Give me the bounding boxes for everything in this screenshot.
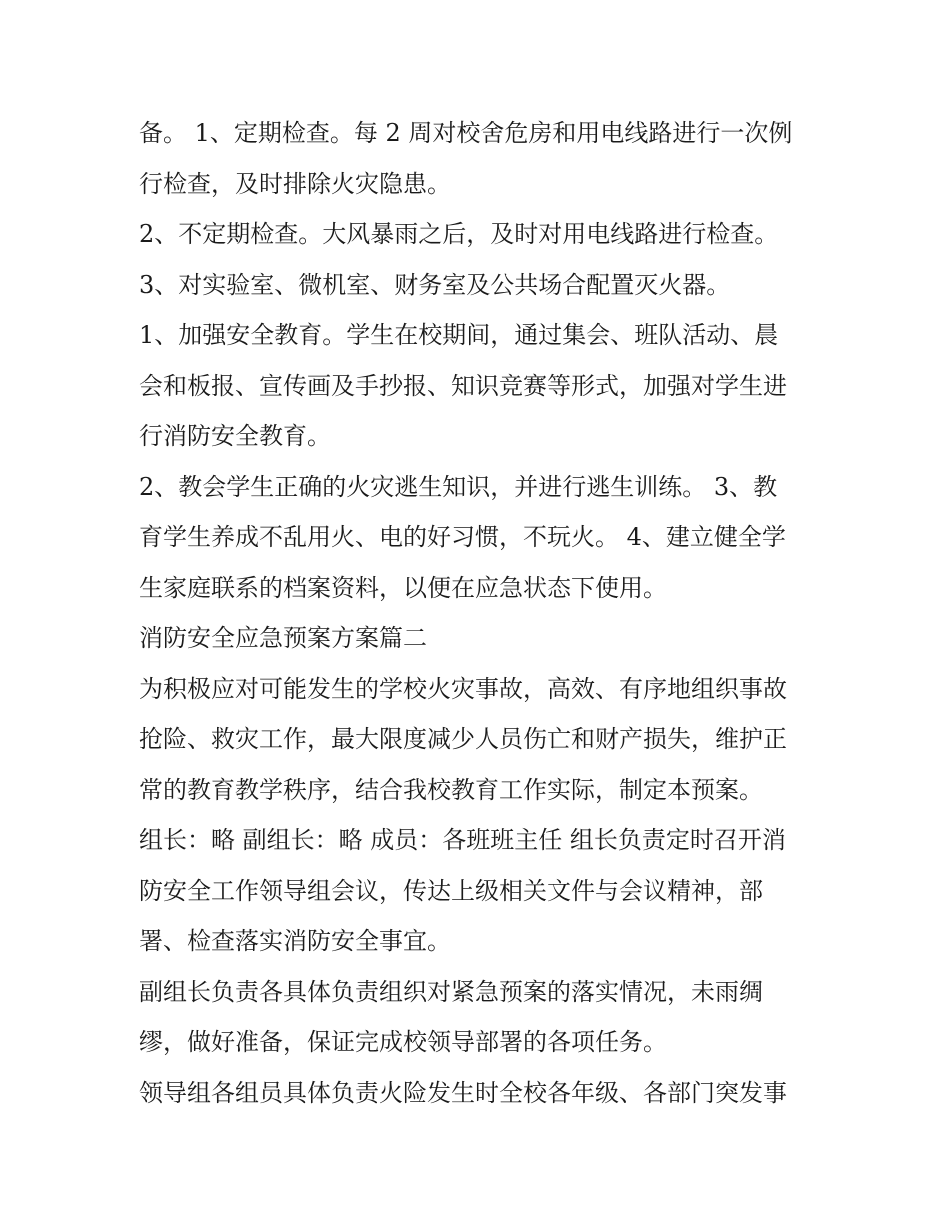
text-line: 署、检查落实消防安全事宜。 <box>139 927 451 955</box>
section-heading: 消防安全应急预案方案篇二 <box>139 624 427 652</box>
text-line: 抢险、救灾工作，最大限度减少人员伤亡和财产损失，维护正 <box>139 725 787 753</box>
text-line: 育学生养成不乱用火、电的好习惯，不玩火。 4、建立健全学 <box>139 523 786 551</box>
text-line: 防安全工作领导组会议，传达上级相关文件与会议精神，部 <box>139 876 763 905</box>
text-line: 行消防安全教育。 <box>139 422 331 450</box>
text-line: 组长：略 副组长：略 成员：各班班主任 组长负责定时召开消 <box>139 826 786 854</box>
text-line: 领导组各组员具体负责火险发生时全校各年级、各部门突发事 <box>139 1078 787 1107</box>
text-line: 1、加强安全教育。学生在校期间，通过集会、班队活动、晨 <box>139 321 779 349</box>
text-line: 缪，做好准备，保证完成校领导部署的各项任务。 <box>139 1028 667 1056</box>
text-line: 生家庭联系的档案资料，以便在应急状态下使用。 <box>139 573 667 602</box>
text-line: 备。 1、定期检查。每 2 周对校舍危房和用电线路进行一次例 <box>139 119 793 147</box>
text-line: 2、不定期检查。大风暴雨之后，及时对用电线路进行检查。 <box>139 220 779 248</box>
text-line: 常的教育教学秩序，结合我校教育工作实际，制定本预案。 <box>139 775 763 804</box>
text-line: 3、对实验室、微机室、财务室及公共场合配置灭火器。 <box>139 270 731 299</box>
text-line: 行检查，及时排除火灾隐患。 <box>139 169 451 198</box>
text-line: 2、教会学生正确的火灾逃生知识，并进行逃生训练。 3、教 <box>139 472 778 501</box>
text-line: 为积极应对可能发生的学校火灾事故，高效、有序地组织事故 <box>139 674 787 703</box>
text-line: 副组长负责各具体负责组织对紧急预案的落实情况，未雨绸 <box>139 977 763 1006</box>
document-body <box>139 108 829 1118</box>
text-line: 会和板报、宣传画及手抄报、知识竞赛等形式，加强对学生进 <box>139 371 787 400</box>
